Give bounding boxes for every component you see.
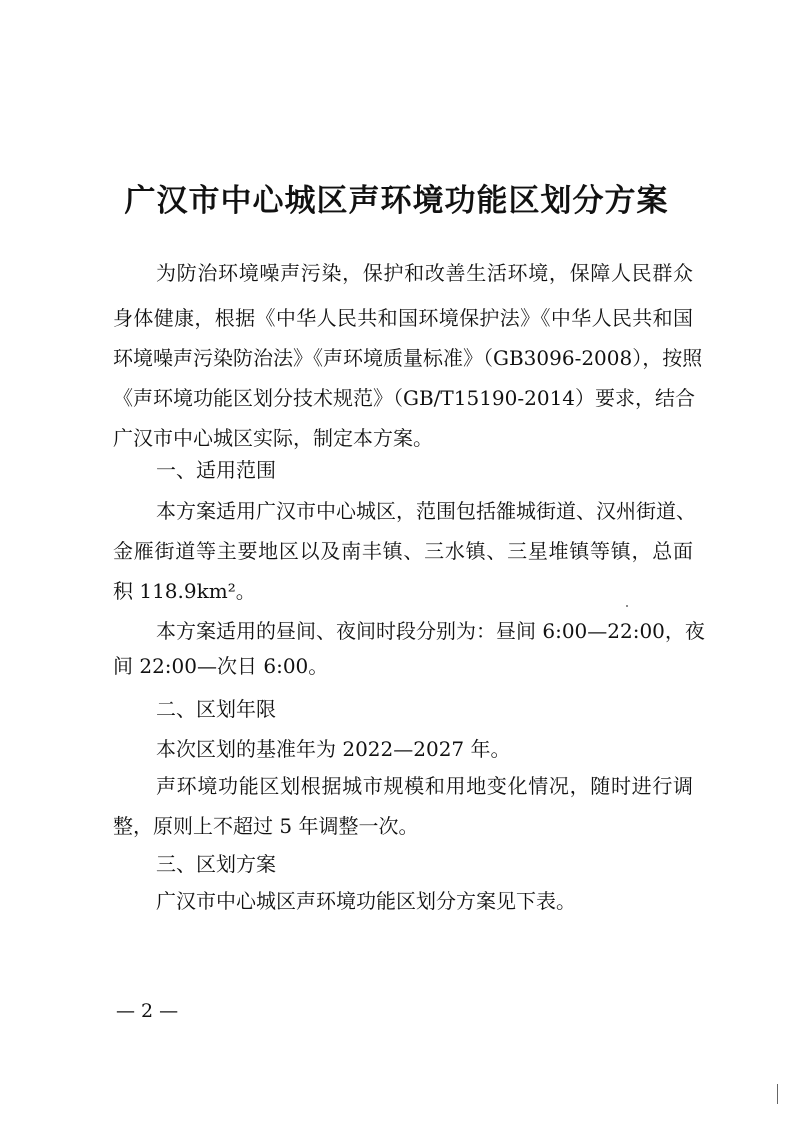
period-line-2: 声环境功能区划根据城市规模和用地变化情况，随时进行调: [156, 774, 693, 798]
period-line-1: 本次区划的基准年为 2022—2027 年。: [156, 737, 511, 761]
scope-line-2: 金雁街道等主要地区以及南丰镇、三水镇、三星堆镇等镇，总面: [113, 539, 693, 563]
scope-line-3: 积 118.9km²。: [113, 579, 256, 603]
scan-speck: [626, 605, 628, 607]
time-line-2: 间 22:00—次日 6:00。: [113, 654, 329, 678]
section-heading-plan: 三、区划方案: [156, 852, 276, 876]
page-number: — 2 —: [116, 1000, 179, 1022]
time-line-1: 本方案适用的昼间、夜间时段分别为：昼间 6:00—22:00，夜: [156, 619, 705, 643]
intro-line-5: 广汉市中心城区实际，制定本方案。: [113, 426, 433, 450]
plan-line-1: 广汉市中心城区声环境功能区划分方案见下表。: [156, 889, 576, 913]
section-heading-period: 二、区划年限: [156, 697, 276, 721]
period-line-3: 整，原则上不超过 5 年调整一次。: [113, 814, 419, 838]
intro-line-2: 身体健康，根据《中华人民共和国环境保护法》《中华人民共和国: [113, 306, 693, 330]
intro-line-1: 为防治环境噪声污染，保护和改善生活环境，保障人民群众: [156, 261, 693, 285]
intro-line-4: 《声环境功能区划分技术规范》（GB/T15190-2014）要求，结合: [113, 386, 696, 410]
scope-line-1: 本方案适用广汉市中心城区，范围包括雒城街道、汉州街道、: [156, 499, 696, 523]
intro-line-3: 环境噪声污染防治法》《声环境质量标准》（GB3096-2008），按照: [113, 346, 703, 370]
document-title: 广汉市中心城区声环境功能区划分方案: [124, 183, 669, 219]
section-heading-scope: 一、适用范围: [156, 458, 276, 482]
scan-speck: [777, 1084, 778, 1104]
